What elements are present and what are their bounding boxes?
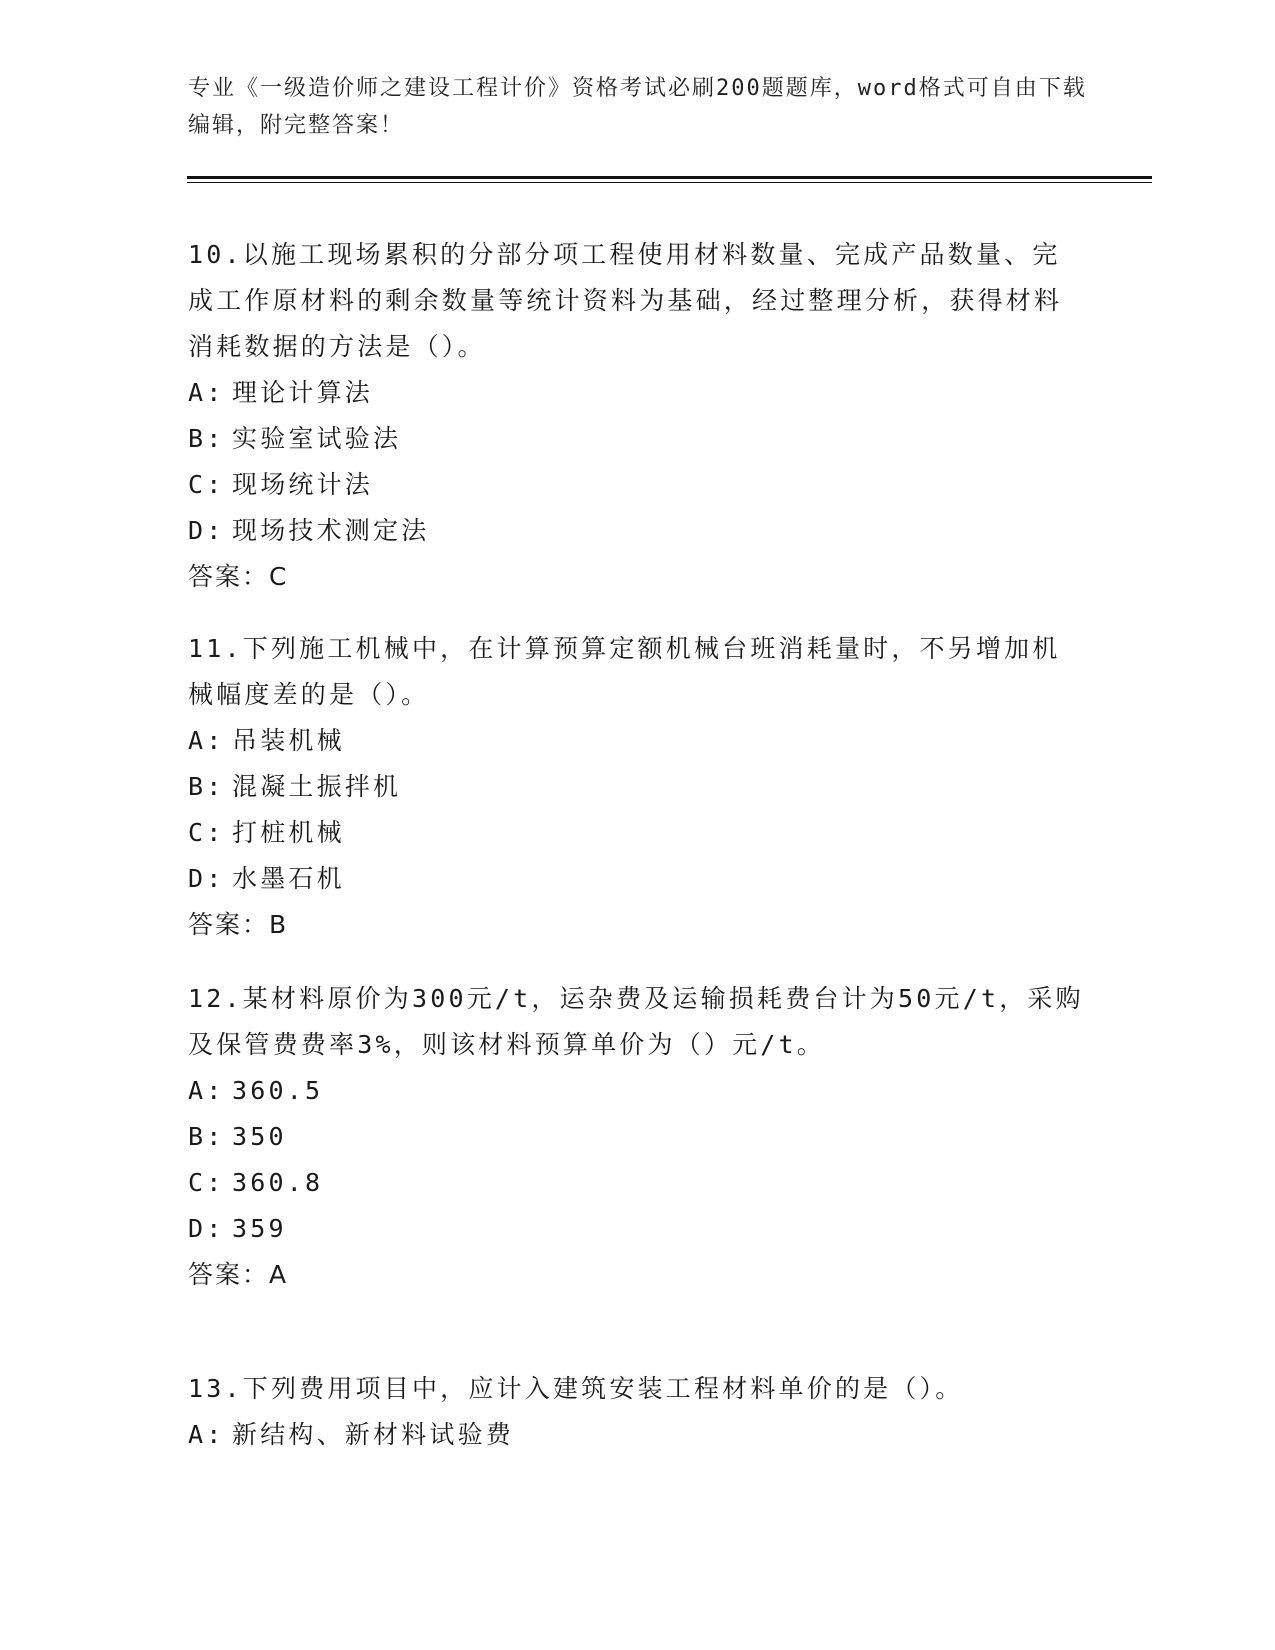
option-b (188, 416, 1088, 462)
option-letter: A: (188, 726, 225, 755)
option-letter: D: (188, 1214, 225, 1243)
option-letter: A: (188, 378, 225, 407)
option-a (188, 718, 1088, 764)
option-text: 混凝土振拌机 (232, 772, 402, 801)
option-d (188, 508, 1088, 554)
option-d (188, 856, 1088, 902)
option-b (188, 1114, 1088, 1160)
option-text: 359 (232, 1214, 287, 1243)
option-text: 实验室试验法 (232, 424, 402, 453)
header-divider-thin (187, 182, 1152, 183)
option-letter: C: (188, 1168, 225, 1197)
option-text: 360.8 (232, 1168, 324, 1197)
option-a (188, 1068, 1088, 1114)
option-text: 理论计算法 (232, 378, 374, 407)
option-text: 350 (232, 1122, 287, 1151)
question-12 (188, 976, 1088, 1298)
option-letter: D: (188, 516, 225, 545)
option-text: 吊装机械 (232, 726, 345, 755)
option-c (188, 462, 1088, 508)
question-10 (188, 232, 1088, 600)
option-text: 360.5 (232, 1076, 324, 1105)
question-stem: 13.下列费用项目中，应计入建筑安装工程材料单价的是（）。 (188, 1374, 964, 1403)
option-letter: B: (188, 1122, 225, 1151)
option-text: 水墨石机 (232, 864, 345, 893)
option-letter: A: (188, 1076, 225, 1105)
option-text: 现场技术测定法 (232, 516, 430, 545)
option-letter: D: (188, 864, 225, 893)
option-letter: B: (188, 424, 225, 453)
option-d (188, 1206, 1088, 1252)
option-a (188, 1412, 1088, 1458)
answer-line: 答案：B (188, 910, 289, 939)
option-text: 新结构、新材料试验费 (232, 1420, 515, 1449)
option-text: 现场统计法 (232, 470, 374, 499)
option-b (188, 764, 1088, 810)
answer-line: 答案：A (188, 1260, 289, 1289)
question-stem: 11.下列施工机械中，在计算预算定额机械台班消耗量时，不另增加机械幅度差的是（）。 (188, 634, 1061, 709)
option-c (188, 810, 1088, 856)
question-stem: 12.某材料原价为300元/t，运杂费及运输损耗费台计为50元/t，采购及保管费费率3%，则该材料预算单价为（）元/t。 (188, 984, 1084, 1059)
header-divider-thick (187, 176, 1152, 179)
option-letter: A: (188, 1420, 225, 1449)
option-letter: C: (188, 470, 225, 499)
question-13 (188, 1366, 1088, 1458)
option-a (188, 370, 1088, 416)
question-11 (188, 626, 1088, 948)
option-letter: B: (188, 772, 225, 801)
option-letter: C: (188, 818, 225, 847)
answer-line: 答案：C (188, 562, 289, 591)
document-header: 专业《一级造价师之建设工程计价》资格考试必刷200题题库，word格式可自由下载编辑，附完整答案！ (188, 76, 1087, 138)
option-text: 打桩机械 (232, 818, 345, 847)
option-c (188, 1160, 1088, 1206)
question-stem: 10.以施工现场累积的分部分项工程使用材料数量、完成产品数量、完成工作原材料的剩余数量等统计资料为基础，经过整理分析，获得材料消耗数据的方法是（）。 (188, 240, 1063, 361)
